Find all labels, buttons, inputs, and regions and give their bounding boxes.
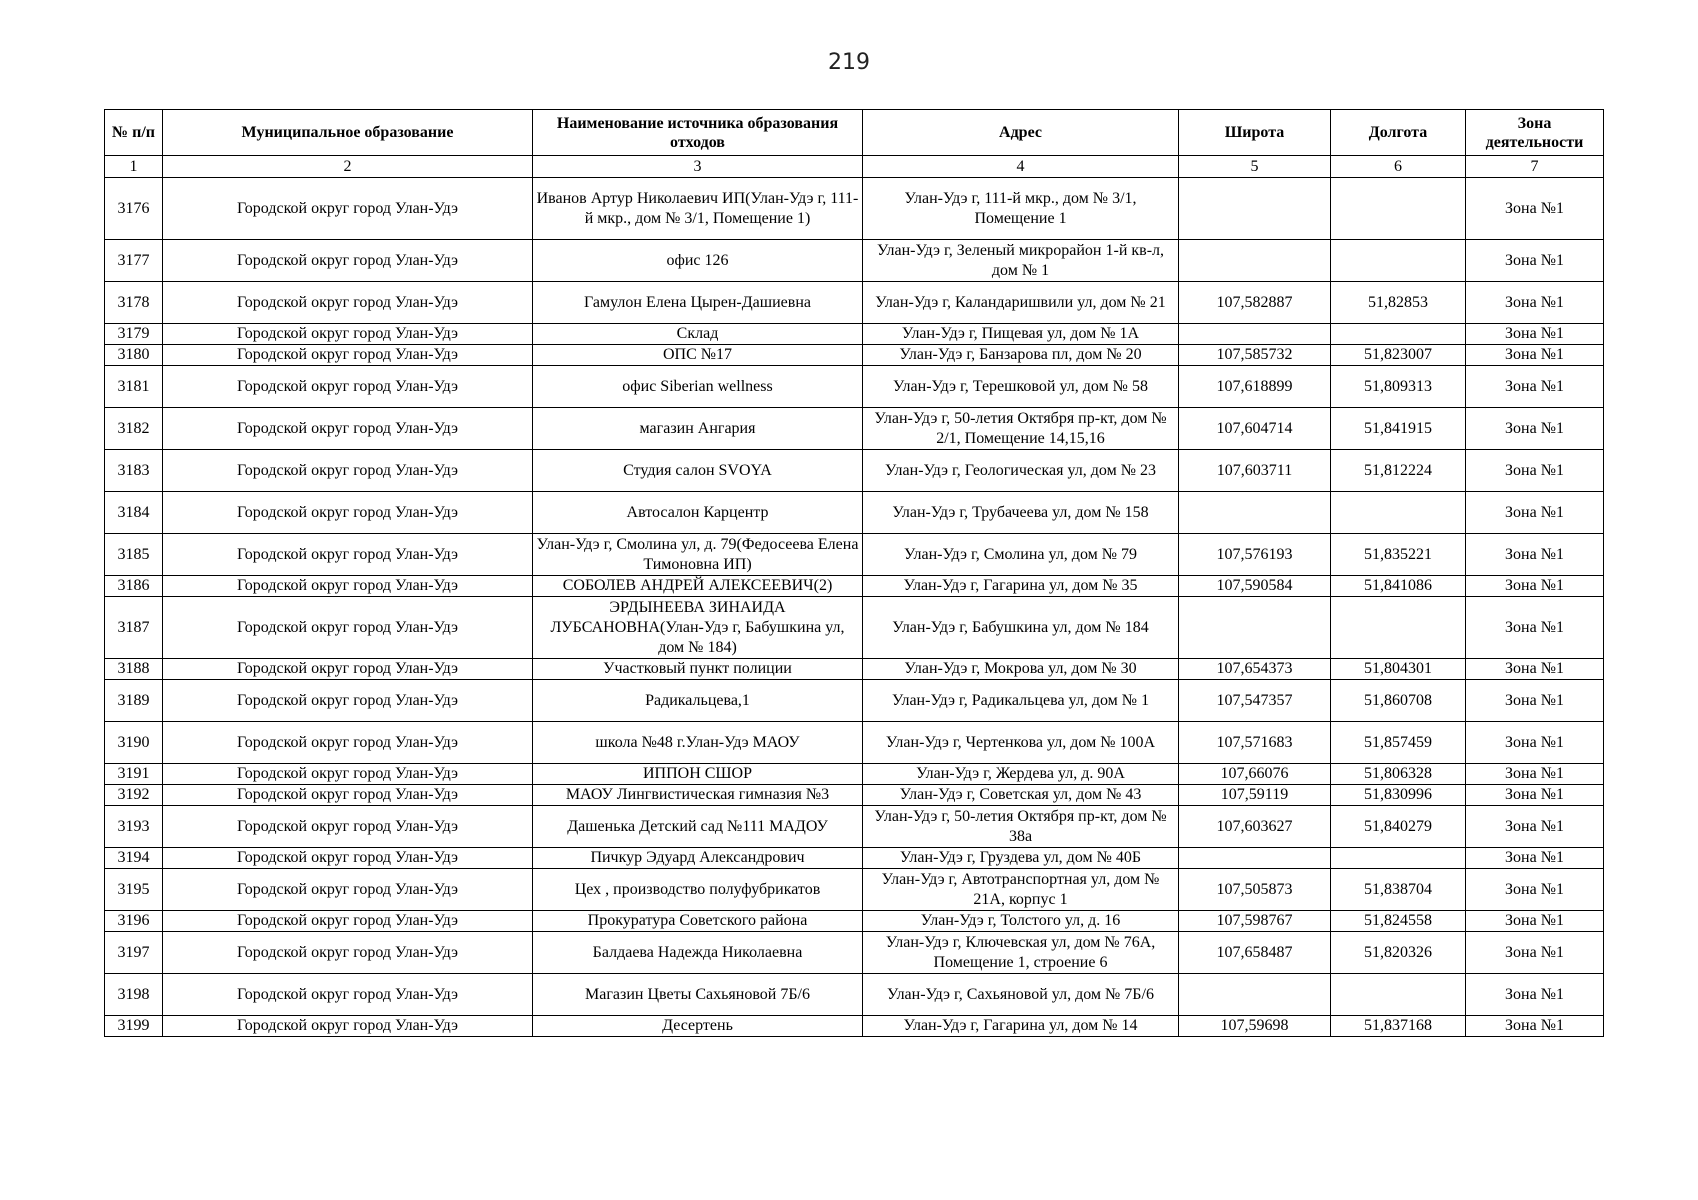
cell-source-name: Иванов Артур Николаевич ИП(Улан-Удэ г, 111-й мкр., дом № 3/1, Помещение 1): [533, 178, 863, 240]
cell-latitude: [1179, 240, 1331, 282]
cell-zone: Зона №1: [1466, 680, 1604, 722]
cell-latitude: 107,582887: [1179, 282, 1331, 324]
cell-latitude: [1179, 178, 1331, 240]
cell-latitude: 107,571683: [1179, 722, 1331, 764]
cell-source-name: Магазин Цветы Сахьяновой 7Б/6: [533, 974, 863, 1016]
cell-address: Улан-Удэ г, Груздева ул, дом № 40Б: [863, 848, 1179, 869]
column-number: 1: [105, 156, 163, 178]
cell-zone: Зона №1: [1466, 178, 1604, 240]
cell-longitude: 51,840279: [1331, 806, 1466, 848]
table-row: [105, 680, 1604, 722]
cell-municipality: Городской округ город Улан-Удэ: [163, 932, 533, 974]
cell-municipality: Городской округ город Улан-Удэ: [163, 178, 533, 240]
header-cell-address: Адрес: [863, 110, 1179, 156]
cell-municipality: Городской округ город Улан-Удэ: [163, 869, 533, 911]
cell-latitude: [1179, 848, 1331, 869]
cell-latitude: 107,66076: [1179, 764, 1331, 785]
table-row: [105, 324, 1604, 345]
cell-longitude: 51,806328: [1331, 764, 1466, 785]
cell-source-name: Пичкур Эдуард Александрович: [533, 848, 863, 869]
cell-source-name: офис 126: [533, 240, 863, 282]
table-header-row: [105, 110, 1604, 156]
cell-number: 3198: [105, 974, 163, 1016]
cell-number: 3188: [105, 659, 163, 680]
cell-municipality: Городской округ город Улан-Удэ: [163, 324, 533, 345]
cell-municipality: Городской округ город Улан-Удэ: [163, 680, 533, 722]
table-row: [105, 806, 1604, 848]
cell-address: Улан-Удэ г, Толстого ул, д. 16: [863, 911, 1179, 932]
cell-zone: Зона №1: [1466, 806, 1604, 848]
cell-latitude: 107,505873: [1179, 869, 1331, 911]
cell-address: Улан-Удэ г, Геологическая ул, дом № 23: [863, 450, 1179, 492]
cell-number: 3189: [105, 680, 163, 722]
cell-longitude: 51,841915: [1331, 408, 1466, 450]
cell-longitude: 51,838704: [1331, 869, 1466, 911]
cell-longitude: 51,841086: [1331, 576, 1466, 597]
table-row: [105, 240, 1604, 282]
cell-longitude: 51,812224: [1331, 450, 1466, 492]
cell-latitude: 107,59119: [1179, 785, 1331, 806]
cell-number: 3182: [105, 408, 163, 450]
table-row: [105, 974, 1604, 1016]
cell-municipality: Городской округ город Улан-Удэ: [163, 597, 533, 659]
cell-source-name: СОБОЛЕВ АНДРЕЙ АЛЕКСЕЕВИЧ(2): [533, 576, 863, 597]
cell-address: Улан-Удэ г, Зеленый микрорайон 1-й кв-л, дом № 1: [863, 240, 1179, 282]
cell-municipality: Городской округ город Улан-Удэ: [163, 659, 533, 680]
cell-latitude: [1179, 974, 1331, 1016]
cell-zone: Зона №1: [1466, 659, 1604, 680]
cell-zone: Зона №1: [1466, 848, 1604, 869]
cell-source-name: ОПС №17: [533, 345, 863, 366]
cell-number: 3179: [105, 324, 163, 345]
cell-longitude: 51,857459: [1331, 722, 1466, 764]
cell-longitude: 51,820326: [1331, 932, 1466, 974]
cell-zone: Зона №1: [1466, 597, 1604, 659]
cell-municipality: Городской округ город Улан-Удэ: [163, 785, 533, 806]
cell-municipality: Городской округ город Улан-Удэ: [163, 240, 533, 282]
cell-longitude: [1331, 597, 1466, 659]
header-cell-source-name: Наименование источника образования отходов: [533, 110, 863, 156]
cell-number: 3186: [105, 576, 163, 597]
cell-latitude: 107,585732: [1179, 345, 1331, 366]
cell-address: Улан-Удэ г, Радикальцева ул, дом № 1: [863, 680, 1179, 722]
cell-source-name: Улан-Удэ г, Смолина ул, д. 79(Федосеева Елена Тимоновна ИП): [533, 534, 863, 576]
cell-latitude: 107,590584: [1179, 576, 1331, 597]
cell-source-name: Балдаева Надежда Николаевна: [533, 932, 863, 974]
cell-address: Улан-Удэ г, Пищевая ул, дом № 1А: [863, 324, 1179, 345]
cell-longitude: 51,804301: [1331, 659, 1466, 680]
cell-zone: Зона №1: [1466, 1016, 1604, 1037]
cell-zone: Зона №1: [1466, 534, 1604, 576]
cell-zone: Зона №1: [1466, 932, 1604, 974]
table-row: [105, 911, 1604, 932]
cell-source-name: ЭРДЫНЕЕВА ЗИНАИДА ЛУБСАНОВНА(Улан-Удэ г, Бабушкина ул, дом № 184): [533, 597, 863, 659]
cell-number: 3185: [105, 534, 163, 576]
cell-number: 3184: [105, 492, 163, 534]
cell-municipality: Городской округ город Улан-Удэ: [163, 492, 533, 534]
cell-longitude: 51,830996: [1331, 785, 1466, 806]
cell-longitude: [1331, 848, 1466, 869]
cell-address: Улан-Удэ г, Терешковой ул, дом № 58: [863, 366, 1179, 408]
table-row: [105, 869, 1604, 911]
cell-address: Улан-Удэ г, Гагарина ул, дом № 14: [863, 1016, 1179, 1037]
cell-latitude: 107,603627: [1179, 806, 1331, 848]
cell-source-name: ИППОН СШОР: [533, 764, 863, 785]
cell-number: 3194: [105, 848, 163, 869]
cell-zone: Зона №1: [1466, 974, 1604, 1016]
cell-source-name: Дашенька Детский сад №111 МАДОУ: [533, 806, 863, 848]
cell-municipality: Городской округ город Улан-Удэ: [163, 848, 533, 869]
cell-latitude: 107,576193: [1179, 534, 1331, 576]
cell-address: Улан-Удэ г, Чертенкова ул, дом № 100А: [863, 722, 1179, 764]
cell-zone: Зона №1: [1466, 764, 1604, 785]
cell-zone: Зона №1: [1466, 345, 1604, 366]
table-row: [105, 492, 1604, 534]
cell-zone: Зона №1: [1466, 492, 1604, 534]
header-cell-zone: Зона деятельности: [1466, 110, 1604, 156]
cell-source-name: Цех , производство полуфубрикатов: [533, 869, 863, 911]
cell-latitude: 107,618899: [1179, 366, 1331, 408]
cell-source-name: школа №48 г.Улан-Удэ МАОУ: [533, 722, 863, 764]
table-row: [105, 345, 1604, 366]
cell-zone: Зона №1: [1466, 785, 1604, 806]
cell-latitude: 107,658487: [1179, 932, 1331, 974]
cell-municipality: Городской округ город Улан-Удэ: [163, 974, 533, 1016]
cell-source-name: МАОУ Лингвистическая гимназия №3: [533, 785, 863, 806]
cell-address: Улан-Удэ г, Мокрова ул, дом № 30: [863, 659, 1179, 680]
cell-municipality: Городской округ город Улан-Удэ: [163, 806, 533, 848]
cell-longitude: 51,824558: [1331, 911, 1466, 932]
column-number: 7: [1466, 156, 1604, 178]
table-row: [105, 366, 1604, 408]
cell-address: Улан-Удэ г, Ключевская ул, дом № 76А, Помещение 1, строение 6: [863, 932, 1179, 974]
cell-longitude: [1331, 240, 1466, 282]
column-number: 4: [863, 156, 1179, 178]
cell-number: 3195: [105, 869, 163, 911]
cell-address: Улан-Удэ г, Смолина ул, дом № 79: [863, 534, 1179, 576]
cell-address: Улан-Удэ г, Гагарина ул, дом № 35: [863, 576, 1179, 597]
cell-municipality: Городской округ город Улан-Удэ: [163, 345, 533, 366]
cell-source-name: Студия салон SVOYA: [533, 450, 863, 492]
cell-latitude: 107,59698: [1179, 1016, 1331, 1037]
cell-longitude: 51,809313: [1331, 366, 1466, 408]
waste-sources-table: [104, 109, 1604, 1037]
cell-number: 3177: [105, 240, 163, 282]
cell-number: 3199: [105, 1016, 163, 1037]
cell-source-name: Радикальцева,1: [533, 680, 863, 722]
column-number: 2: [163, 156, 533, 178]
cell-number: 3191: [105, 764, 163, 785]
cell-zone: Зона №1: [1466, 366, 1604, 408]
cell-address: Улан-Удэ г, Сахьяновой ул, дом № 7Б/6: [863, 974, 1179, 1016]
cell-latitude: [1179, 492, 1331, 534]
cell-number: 3193: [105, 806, 163, 848]
cell-number: 3197: [105, 932, 163, 974]
cell-source-name: Десертень: [533, 1016, 863, 1037]
cell-longitude: [1331, 324, 1466, 345]
column-number: 6: [1331, 156, 1466, 178]
cell-address: Улан-Удэ г, Каландаришвили ул, дом № 21: [863, 282, 1179, 324]
table-row: [105, 659, 1604, 680]
cell-municipality: Городской округ город Улан-Удэ: [163, 722, 533, 764]
cell-address: Улан-Удэ г, Автотранспортная ул, дом № 21А, корпус 1: [863, 869, 1179, 911]
cell-municipality: Городской округ город Улан-Удэ: [163, 282, 533, 324]
cell-longitude: [1331, 178, 1466, 240]
cell-latitude: 107,603711: [1179, 450, 1331, 492]
page-number: 219: [828, 50, 870, 75]
cell-longitude: 51,837168: [1331, 1016, 1466, 1037]
table-row: [105, 408, 1604, 450]
table-row: [105, 785, 1604, 806]
cell-number: 3190: [105, 722, 163, 764]
cell-source-name: офис Siberian wellness: [533, 366, 863, 408]
cell-source-name: магазин Ангария: [533, 408, 863, 450]
cell-longitude: 51,823007: [1331, 345, 1466, 366]
cell-zone: Зона №1: [1466, 911, 1604, 932]
cell-number: 3187: [105, 597, 163, 659]
cell-number: 3183: [105, 450, 163, 492]
table-body: [105, 178, 1604, 1037]
table-row: [105, 282, 1604, 324]
cell-longitude: 51,835221: [1331, 534, 1466, 576]
cell-zone: Зона №1: [1466, 576, 1604, 597]
cell-source-name: Прокуратура Советского района: [533, 911, 863, 932]
table-row: [105, 722, 1604, 764]
cell-address: Улан-Удэ г, 111-й мкр., дом № 3/1, Помещение 1: [863, 178, 1179, 240]
cell-source-name: Участковый пункт полиции: [533, 659, 863, 680]
cell-zone: Зона №1: [1466, 324, 1604, 345]
cell-longitude: [1331, 492, 1466, 534]
column-number-row: [105, 156, 1604, 178]
cell-address: Улан-Удэ г, Банзарова пл, дом № 20: [863, 345, 1179, 366]
cell-longitude: [1331, 974, 1466, 1016]
cell-number: 3192: [105, 785, 163, 806]
table-row: [105, 1016, 1604, 1037]
cell-zone: Зона №1: [1466, 869, 1604, 911]
cell-number: 3176: [105, 178, 163, 240]
table-row: [105, 597, 1604, 659]
cell-latitude: [1179, 597, 1331, 659]
cell-municipality: Городской округ город Улан-Удэ: [163, 1016, 533, 1037]
table-row: [105, 178, 1604, 240]
cell-municipality: Городской округ город Улан-Удэ: [163, 450, 533, 492]
column-number: 3: [533, 156, 863, 178]
cell-number: 3178: [105, 282, 163, 324]
cell-latitude: 107,547357: [1179, 680, 1331, 722]
cell-municipality: Городской округ город Улан-Удэ: [163, 576, 533, 597]
cell-source-name: Автосалон Карцентр: [533, 492, 863, 534]
cell-source-name: Гамулон Елена Цырен-Дашиевна: [533, 282, 863, 324]
cell-address: Улан-Удэ г, Жердева ул, д. 90А: [863, 764, 1179, 785]
table-row: [105, 576, 1604, 597]
cell-longitude: 51,860708: [1331, 680, 1466, 722]
cell-zone: Зона №1: [1466, 408, 1604, 450]
cell-longitude: 51,82853: [1331, 282, 1466, 324]
cell-latitude: 107,604714: [1179, 408, 1331, 450]
table-row: [105, 848, 1604, 869]
cell-latitude: [1179, 324, 1331, 345]
table-row: [105, 450, 1604, 492]
cell-number: 3196: [105, 911, 163, 932]
cell-municipality: Городской округ город Улан-Удэ: [163, 366, 533, 408]
table-row: [105, 764, 1604, 785]
cell-zone: Зона №1: [1466, 450, 1604, 492]
cell-municipality: Городской округ город Улан-Удэ: [163, 408, 533, 450]
cell-address: Улан-Удэ г, 50-летия Октября пр-кт, дом № 38а: [863, 806, 1179, 848]
cell-zone: Зона №1: [1466, 282, 1604, 324]
header-cell-latitude: Широта: [1179, 110, 1331, 156]
cell-number: 3180: [105, 345, 163, 366]
header-cell-municipality: Муниципальное образование: [163, 110, 533, 156]
cell-latitude: 107,654373: [1179, 659, 1331, 680]
cell-address: Улан-Удэ г, Бабушкина ул, дом № 184: [863, 597, 1179, 659]
cell-address: Улан-Удэ г, 50-летия Октября пр-кт, дом № 2/1, Помещение 14,15,16: [863, 408, 1179, 450]
header-cell-number: № п/п: [105, 110, 163, 156]
cell-municipality: Городской округ город Улан-Удэ: [163, 911, 533, 932]
table-row: [105, 534, 1604, 576]
column-number: 5: [1179, 156, 1331, 178]
cell-source-name: Склад: [533, 324, 863, 345]
header-cell-longitude: Долгота: [1331, 110, 1466, 156]
cell-zone: Зона №1: [1466, 722, 1604, 764]
cell-address: Улан-Удэ г, Советская ул, дом № 43: [863, 785, 1179, 806]
cell-municipality: Городской округ город Улан-Удэ: [163, 534, 533, 576]
cell-municipality: Городской округ город Улан-Удэ: [163, 764, 533, 785]
cell-address: Улан-Удэ г, Трубачеева ул, дом № 158: [863, 492, 1179, 534]
cell-zone: Зона №1: [1466, 240, 1604, 282]
cell-latitude: 107,598767: [1179, 911, 1331, 932]
cell-number: 3181: [105, 366, 163, 408]
table-row: [105, 932, 1604, 974]
